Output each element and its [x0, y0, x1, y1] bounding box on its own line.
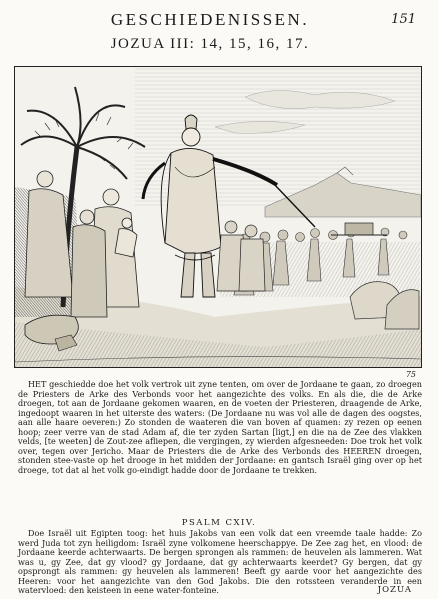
- plate-number: 75: [405, 370, 416, 379]
- passage-paragraph: HET geschiedde doe het volk vertrok uit zyne tenten, om over de Jordaane te gaan, zo droegen de Priesters de Arke des Verbonds voor het aangezichte des volks. En als die, die de Arke droegen, tot aan de Jordaane gekomen waaren, en de voeten der Priesteren, draagende de Arke, ingedoopt waaren in het uiterste des waters: (De Jordaane nu was vol alle de dagen des oogstes, aan alle haare oeveren:) Zo stonden de waateren die van boven af quamen: zy rezen op eenen hoop; zeer verre van de stad Adam af, die ter zyden Sartan [ligt,] en die na de Zee des vlakken velds, [te weeten] de Zout-zee afliepen, die vergingen, zy wierden afgesneeden: Doe trok het volk over, tegen over Jericho. Maar de Priesters die de Arke des Verbonds des HEEREN droegen, stonden stee-vaste op het drooge in het midden der Jordaane: en gantsch Israël ging over op het droege, tot dat al het volk go-eindigt hadde door de Jordaane te trekken.: [18, 379, 422, 475]
- running-title: GESCHIEDENISSEN.: [110, 10, 310, 29]
- engraving-illustration: [14, 66, 422, 368]
- catchword: JOZUA: [377, 585, 412, 595]
- page-number: 151: [391, 12, 416, 27]
- page-header: [0, 0, 438, 60]
- psalm-paragraph: Doe Israël uit Egipten toog: het huis Jakobs van een volk dat een vreemde taale hadde: Zo werd Juda tot zyn heiligdom: Israël zyne volkomene heerschappye. De Zee zag het, en vlood: de Jordaane keerde achterwaarts. De bergen sprongen als rammen: de heuvelen als lammeren. Wat was u, gy Zee, dat gy vlood? gy Jordaane, dat gy achterwaarts keerdet? Gy bergen, dat gy opsprongt als rammen: gy heuvelen als lammeren! Beeft gy aarde voor het aangezichte des Heeren: voor het aangezichte van den God Jakobs. Die den rotssteen veranderde in een watervloed: den keisteen in eene water-fonteine.: [18, 528, 422, 596]
- psalm-heading: PSALM CXIV.: [181, 518, 257, 528]
- psalm-passage: [18, 529, 422, 596]
- engraving-scene: [15, 67, 421, 367]
- scripture-passage: [18, 380, 422, 475]
- chapter-reference: JOZUA III: 14, 15, 16, 17.: [110, 36, 310, 52]
